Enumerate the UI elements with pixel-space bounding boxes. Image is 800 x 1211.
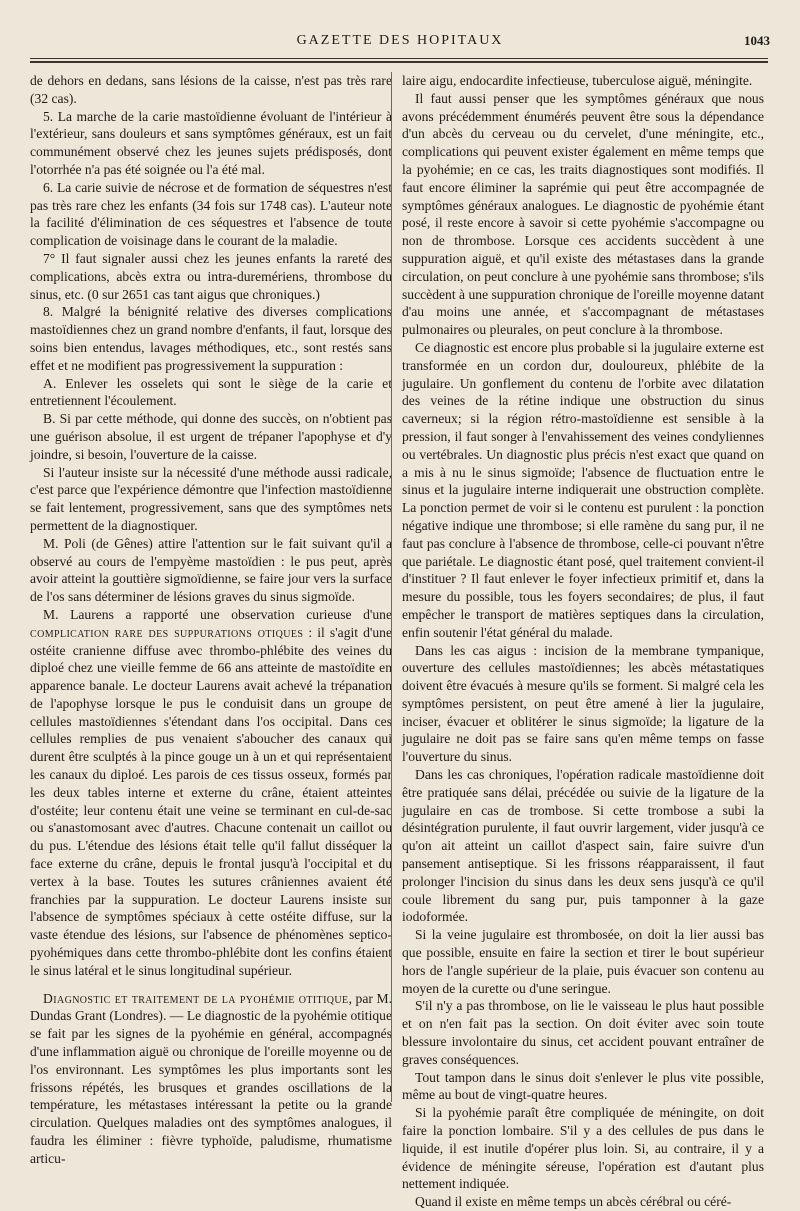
- paragraph: Si la pyohémie paraît être compliquée de méningite, on doit faire la ponction lombaire. S'il y a des cellules de pus dans le liquide, il est inutile d'opérer plus loin. Si, au contraire, il y a évidence de méningite séreuse, l'opération est d'autant plus nettement indiquée.: [402, 1105, 764, 1192]
- paragraph: M. Poli (de Gênes) attire l'attention sur le fait suivant qu'il a observé au cours de l'empyème mastoïdien : le pus peut, après avoir atteint la gouttière sigmoïdienne, se faire jour vers la surface de l'os sans déterminer de lésions graves du sinus sigmoïde.: [30, 535, 392, 605]
- paragraph: Dans les cas aigus : incision de la membrane tympanique, ouverture des cellules mastoïdiennes; les abcès métastatiques doivent être évacués à mesure qu'ils se forment. Si malgré cela les symptômes persistent, on peut être amené à lier la jugulaire, inciser, évacuer et oblitérer le sinus sigmoïde; la ligature de la jugulaire ne doit pas se faire sans qu'en même temps on fasse l'ouverture du sinus.: [402, 642, 764, 765]
- paragraph: 7° Il faut signaler aussi chez les jeunes enfants la rareté des complications, abcès extra ou intra-duremériens, thrombose du sinus, etc. (0 sur 2651 cas tant aigus que chroniques.): [30, 250, 392, 302]
- journal-title: GAZETTE DES HOPITAUX: [296, 33, 504, 48]
- paragraph-lead: M. Laurens a rapporté une observation curieuse d'une: [43, 606, 392, 622]
- paragraph: Quand il existe en même temps un abcès cérébral ou céré-: [415, 1194, 732, 1210]
- paragraph: 5. La marche de la carie mastoïdienne évoluant de l'intérieur à l'extérieur, sans douleurs et sans symptômes généraux, est un fait communément observé chez les jeunes sujets prédisposés, dont l'otorrhée n'a pas été soignée ou l'a été mal.: [30, 108, 392, 177]
- section-heading: Diagnostic et traitement de la pyohémie otitique: [43, 990, 349, 1006]
- section-paragraph: [30, 990, 392, 1168]
- paragraph: S'il n'y a pas thrombose, on lie le vaisseau le plus haut possible et on n'en fait pas la section. On doit éviter avec soin toute blessure involontaire du sinus, cet accident pouvant entraîner de graves conséquences.: [402, 998, 764, 1067]
- column-divider: [391, 72, 392, 1102]
- paragraph: Si l'auteur insiste sur la nécessité d'une méthode aussi radicale, c'est parce que l'expérience démontre que l'infection mastoïdienne se fait lentement, progressivement, sans que des symptômes nets permettent de la diagnostiquer.: [30, 464, 392, 533]
- paragraph-rest: , par M. Dundas Grant (Londres). — Le diagnostic de la pyohémie otitique se fait par les signes de la pyohémie en général, accompagnés d'une inflammation aiguë ou chronique de l'oreille moyenne ou de l'os environnant. Les symptômes les plus importants sont les frissons répétés, les brusques et grandes oscillations de la température, les métastases intéressant la petite ou la grande circulation. Quelques maladies ont des symptômes analogues, il faudra les éliminer : fièvre typhoïde, paludisme, rhumatisme articu-: [30, 990, 392, 1166]
- header-rule-thin: [30, 58, 768, 59]
- paragraph: 8. Malgré la bénignité relative des diverses complications mastoïdiennes chez un grand nombre d'enfants, il faut, lorsque des soins bien entendus, lavages méthodiques, etc., sont restés sans effet et ne modifient pas progressivement la suppuration :: [30, 304, 392, 373]
- paragraph: Si la veine jugulaire est thrombosée, on doit la lier aussi bas que possible, ensuite en faire la section et tirer le bout supérieur hors de l'angle supérieur de la plaie, puis évacuer son contenu au moyen de la curette ou d'une seringue.: [402, 927, 764, 996]
- paragraph: Ce diagnostic est encore plus probable si la jugulaire externe est transformée en un cordon dur, douloureux, phlébite de la jugulaire. Un gonflement du contenu de l'orbite avec dilatation des veines de la rétine indique une obstruction du sinus caverneux; si la région rétro-mastoïdienne est sensible à la pression, il faut songer à l'envahissement des veines condyliennes ou vertébrales. Un diagnostic plus précis n'est exact que quand on a mis à nu le sinus sigmoïde; l'absence de fluctuation entre le sinus et la jugulaire interne indiquerait une obstruction complète. La ponction permet de voir si le contenu est purulent : la ponction négative indique une thrombose; si elle ramène du sang pur, il ne faut pas conclure à l'absence de thrombose, celle-ci pouvant n'être que pariétale. Le diagnostic étant posé, quel traitement convient-il d'instituer ? Il faut enlever le foyer infectieux primitif et, dans la mesure du possible, tous les foyers secondaires; de plus, il faut empêcher le transport de matières septiques dans la circulation, enfin soutenir l'état général du malade.: [402, 339, 764, 640]
- paragraph: A. Enlever les osselets qui sont le siège de la carie et entretiennent l'écoulement.: [30, 375, 392, 409]
- left-column: [30, 72, 393, 1166]
- smallcaps-phrase: complication rare des suppurations otiques: [30, 624, 304, 640]
- page-number: 1043: [744, 33, 770, 48]
- paragraph: [30, 606, 392, 980]
- paragraph: Tout tampon dans le sinus doit s'enlever le plus vite possible, même au bout de vingt-quatre heures.: [402, 1069, 764, 1103]
- paragraph: B. Si par cette méthode, qui donne des succès, on n'obtient pas une guérison absolue, il est urgent de trépaner l'apophyse et d'y joindre, si besoin, l'ouverture de la caisse.: [30, 411, 392, 462]
- right-column: [402, 72, 764, 1210]
- paragraph-rest: : il s'agit d'une ostéite cranienne diffuse avec thrombo-phlébite des veines du diploé chez une vieille femme de 66 ans atteinte de mastoïdite en apparence banale. Le docteur Laurens avait achevé la trépanation de l'apophyse lorsque le pus le conduisit dans un groupe de cellules mastoïdiennes s'étendant dans l'os occipital. Dans ces cellules remplies de pus venaient s'aboucher des canaux qui durent être sculptés à la pince gouge un à un et qui représentaient les canaux du diploé. Les parois de ces tissus osseux, formés par les deux tables interne et externe du crâne, étaient atteintes d'ostéite; leur contenu était une veine se terminant en cul-de-sac ou s'anastomosant avec d'autres. Chacune contenait un caillot ou du pus. L'étendue des lésions était telle qu'il fallut disséquer la face externe du crâne, depuis le frontal jusqu'à l'occipital et du vertex à la base. Toutes les sutures crâniennes avaient été franchies par la suppuration. Le docteur Laurens insiste sur l'absence de symptômes spéciaux à cette ostéite diffuse, sur la vaste étendue des lésions, sur l'absence de phénomènes septico-pyohémiques dans cette thrombo-phlébite dont les confins étaient le sinus latéral et le sinus longitudinal supérieur.: [30, 624, 393, 978]
- paragraph: Dans les cas chroniques, l'opération radicale mastoïdienne doit être pratiquée sans délai, précédée ou suivie de la ligature de la jugulaire en cas de trombose. Si cette trombose a subi la désintégration purulente, il faut ouvrir largement, vider jusqu'à ce qu'on ait atteint un caillot d'aspect sain, faire suivre d'un pansement antiseptique. Si les frissons réapparaissent, il faut prolonger l'incision du sinus dans les deux sens jusqu'à ce qu'il coule librement du sang pur, puis tamponner à la gaze iodoformée.: [402, 767, 764, 925]
- paragraph: Il faut aussi penser que les symptômes généraux que nous avons précédemment énumérés peuvent être sous la dépendance d'un abcès du cerveau ou du cervelet, d'une méningite, etc., complications qui peuvent exister également en même temps que la pyohémie; en ce cas, les traits diagnostiques sont modifiés. Il faut encore éliminer la saprémie qui peut être accompagnée de symptômes généraux analogues. Le diagnostic de pyohémie étant posé, il reste encore à savoir si cette pyohémie s'accompagne ou non de thrombose. Lorsque ces accidents succèdent à une suppuration aiguë, et qu'il existe des métastases dans la grande circulation, on peut conclure à une pyohémie sans thrombose; s'ils succèdent à une suppuration chronique de l'oreille moyenne datant d'au moins une année, et s'accompagnant de métastases pulmonaires ou pleurales, on peut conclure à la thrombose.: [402, 90, 764, 338]
- header-rule-thick: [30, 61, 768, 63]
- paragraph-continued: de dehors en dedans, sans lésions de la caisse, n'est pas très rare (32 cas).: [30, 73, 392, 106]
- paragraph: 6. La carie suivie de nécrose et de formation de séquestres n'est pas très rare chez les enfants (34 fois sur 1748 cas). L'auteur note la facilité d'élimination de ces séquestres et l'absence de toute complication de voisinage dans le courant de la maladie.: [30, 179, 392, 249]
- paragraph-continued: laire aigu, endocardite infectieuse, tuberculose aiguë, méningite.: [402, 73, 753, 88]
- running-head: [30, 30, 770, 52]
